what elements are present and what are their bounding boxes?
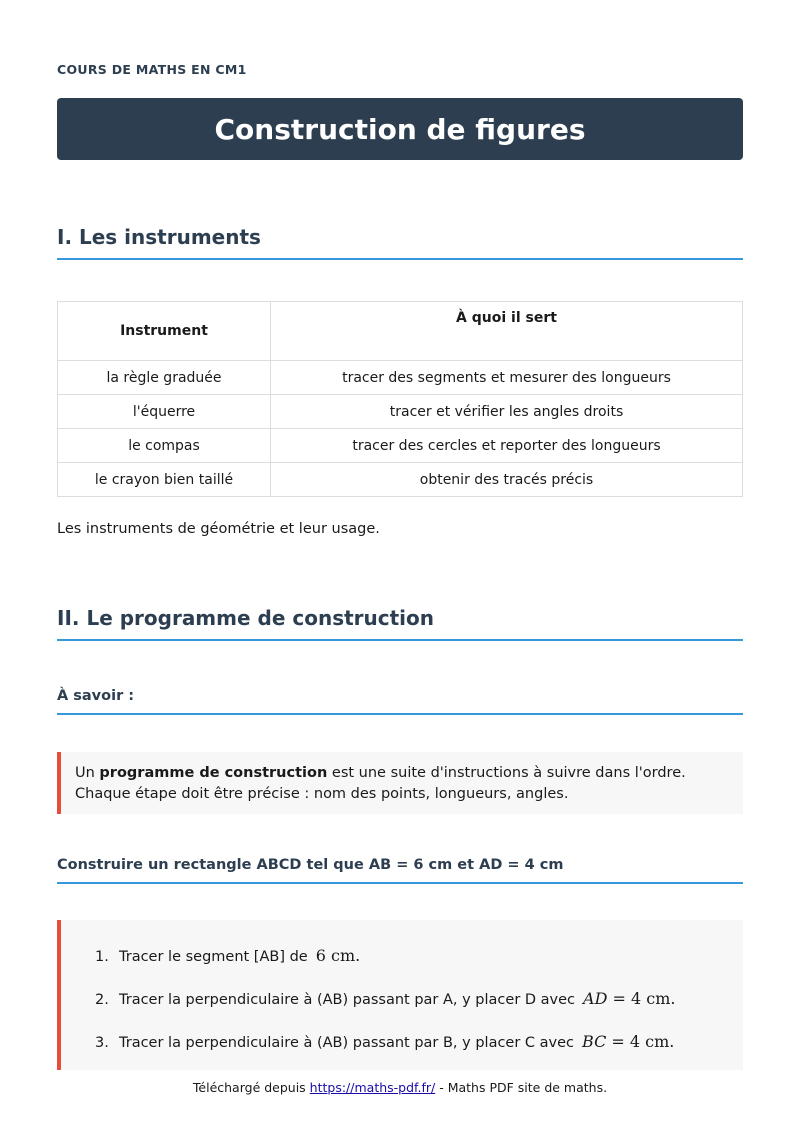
step-end: .: [670, 989, 676, 1008]
table-header-instrument: Instrument: [58, 302, 271, 361]
table-cell: la règle graduée: [58, 361, 271, 395]
definition-line-1: [75, 763, 729, 784]
table-row: [58, 463, 743, 497]
footer-suffix: - Maths PDF site de maths.: [435, 1080, 608, 1095]
definition-prefix: Un: [75, 765, 100, 781]
section-heading-instruments: I. Les instruments: [57, 225, 743, 260]
example-heading: Construire un rectangle ABCD tel que AB = 6 cm et AD = 4 cm: [57, 857, 743, 884]
section-heading-programme: II. Le programme de construction: [57, 606, 743, 641]
instruments-table: [57, 301, 743, 497]
title-banner: [57, 98, 743, 160]
steps-list: [95, 946, 729, 1075]
math-value: 4 cm: [631, 989, 671, 1008]
table-cell: tracer des cercles et reporter des longueurs: [271, 429, 743, 463]
table-header-row: [58, 302, 743, 361]
math-value: 4 cm: [629, 1032, 670, 1051]
step-text: Tracer le segment [AB] de: [119, 949, 308, 965]
step-number: 3.: [95, 1035, 109, 1051]
savoir-heading: À savoir :: [57, 688, 743, 715]
definition-callout: [57, 752, 743, 814]
table-row: [58, 429, 743, 463]
step-end: .: [669, 1032, 675, 1051]
math-variable: AD: [583, 989, 608, 1008]
step-text: Tracer la perpendiculaire à (AB) passant par B, y placer C avec: [119, 1035, 575, 1051]
list-item: [95, 989, 729, 1032]
definition-rest: est une suite d'instructions à suivre dans l'ordre.: [327, 765, 686, 781]
page-title: Construction de figures: [214, 112, 586, 146]
table-row: [58, 395, 743, 429]
step-end: .: [355, 946, 361, 965]
list-item: [95, 946, 729, 989]
table-cell: tracer et vérifier les angles droits: [271, 395, 743, 429]
table-cell: le crayon bien taillé: [58, 463, 271, 497]
table-caption: Les instruments de géométrie et leur usage.: [57, 521, 380, 537]
course-kicker: COURS DE MATHS EN CM1: [57, 62, 247, 77]
steps-callout: [57, 920, 743, 1070]
math-value: 6 cm: [315, 946, 356, 965]
table-header-usage: À quoi il sert: [271, 302, 743, 361]
step-math: AD = 4 cm.: [583, 989, 676, 1008]
table-cell: le compas: [58, 429, 271, 463]
footer-prefix: Téléchargé depuis: [192, 1080, 310, 1095]
table-cell: tracer des segments et mesurer des longueurs: [271, 361, 743, 395]
math-variable: BC: [582, 1032, 607, 1051]
step-number: 1.: [95, 949, 109, 965]
table-cell: l'équerre: [58, 395, 271, 429]
footer-link[interactable]: https://maths-pdf.fr/: [309, 1080, 436, 1095]
definition-term: programme de construction: [99, 765, 328, 781]
step-math: BC = 4 cm.: [582, 1032, 675, 1051]
definition-line-2: Chaque étape doit être précise : nom des points, longueurs, angles.: [75, 786, 569, 802]
page-footer: [0, 1080, 800, 1095]
table-cell: obtenir des tracés précis: [271, 463, 743, 497]
step-text: Tracer la perpendiculaire à (AB) passant par A, y placer D avec: [119, 992, 576, 1008]
table-row: [58, 361, 743, 395]
step-number: 2.: [95, 992, 109, 1008]
list-item: [95, 1032, 729, 1075]
step-math: [316, 946, 361, 965]
